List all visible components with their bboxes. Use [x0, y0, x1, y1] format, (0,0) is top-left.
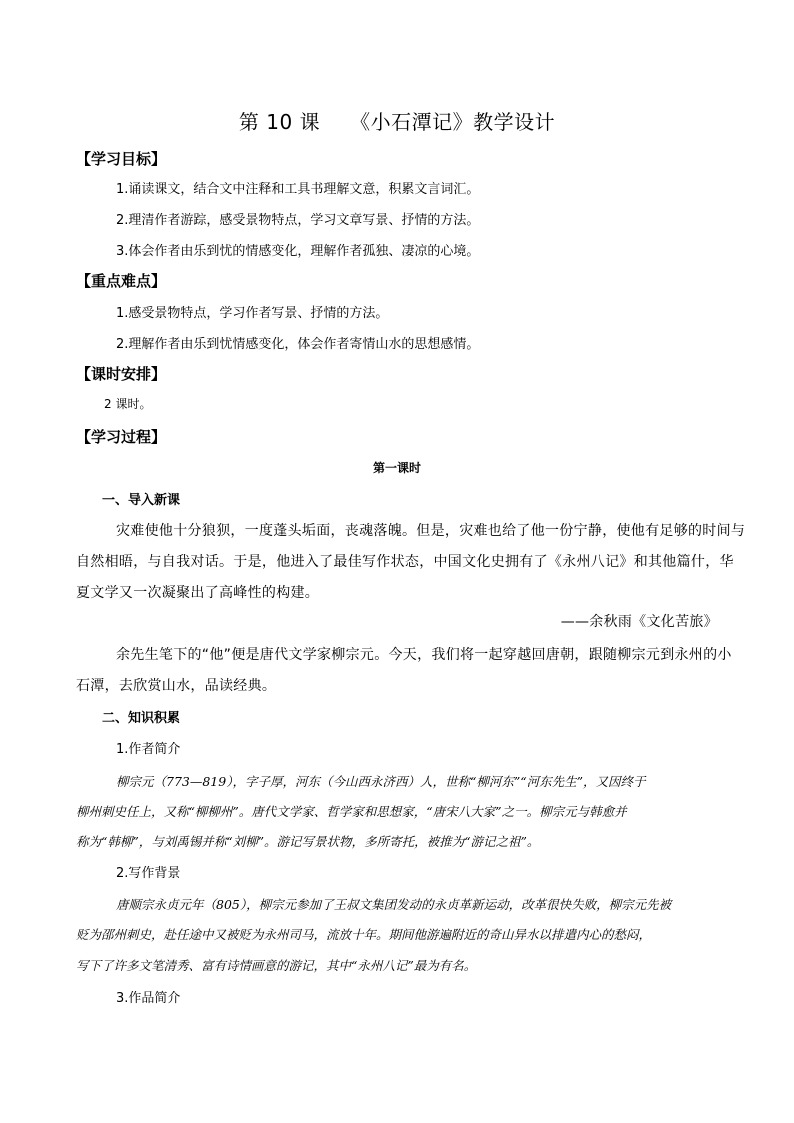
intro-line: 石潭，去欣赏山水，品读经典。: [76, 678, 277, 694]
author-line: 柳州刺史任上，又称“柳柳州”。唐代文学家、哲学家和思想家，“唐宋八大家”之一。柳宗元与韩愈并: [76, 804, 627, 819]
author-heading: 1.作者简介: [116, 742, 181, 757]
period-heading: 第一课时: [372, 461, 421, 475]
author-line: 柳宗元（773—819），字子厚，河东（今山西永济西）人，世称“柳河东”“河东先生”，又因终于: [116, 774, 646, 789]
background-line: 贬为邵州刺史，赴任途中又被贬为永州司马，流放十年。期间他游遍附近的奇山异水以排遣内心的愁闷，: [76, 927, 652, 942]
document-title: [0, 106, 794, 135]
quote-line: 灾难使他十分狼狈，一度蓬头垢面，丧魂落魄。但是，灾难也给了他一份宁静，使他有足够的时间与: [116, 523, 746, 539]
lesson-name: 《小石潭记》教学设计: [350, 110, 556, 134]
section-heading-schedule: 【课时安排】: [76, 365, 167, 383]
part2-heading: 二、知识积累: [102, 711, 181, 726]
objective-item: 1.诵读课文，结合文中注释和工具书理解文意，积累文言词汇。: [116, 182, 480, 197]
background-heading: 2.写作背景: [116, 866, 181, 881]
background-line: 唐顺宗永贞元年（805），柳宗元参加了王叔文集团发动的永贞革新运动，改革很快失败，柳宗元先被: [116, 897, 672, 912]
schedule-text: 2 课时。: [104, 397, 152, 411]
objective-item: 2.理清作者游踪，感受景物特点，学习文章写景、抒情的方法。: [116, 213, 480, 228]
key-point-item: 2.理解作者由乐到忧情感变化，体会作者寄情山水的思想感情。: [116, 337, 480, 352]
part1-heading: 一、导入新课: [102, 493, 181, 508]
work-heading: 3.作品简介: [116, 991, 181, 1006]
objective-item: 3.体会作者由乐到忧的情感变化，理解作者孤独、凄凉的心境。: [116, 244, 480, 259]
author-line: 称为“韩柳”，与刘禹锡并称“刘柳”。游记写景状物，多所寄托，被推为“游记之祖”。: [76, 834, 540, 849]
section-heading-objectives: 【学习目标】: [76, 150, 167, 168]
lesson-number: 第 10 课: [238, 110, 321, 134]
section-heading-process: 【学习过程】: [76, 428, 167, 446]
section-heading-key-points: 【重点难点】: [76, 272, 167, 290]
key-point-item: 1.感受景物特点，学习作者写景、抒情的方法。: [116, 306, 389, 321]
intro-line: 余先生笔下的“他”便是唐代文学家柳宗元。今天，我们将一起穿越回唐朝，跟随柳宗元到永州的小: [116, 647, 732, 663]
quote-line: 自然相晤，与自我对话。于是，他进入了最佳写作状态，中国文化史拥有了《永州八记》和其他篇什，华: [76, 554, 734, 570]
quote-line: 夏文学又一次凝聚出了高峰性的构建。: [76, 585, 320, 601]
background-line: 写下了许多文笔清秀、富有诗情画意的游记，其中“永州八记”最为有名。: [76, 958, 477, 973]
quote-attribution: ——余秋雨《文化苦旅》: [560, 614, 718, 630]
